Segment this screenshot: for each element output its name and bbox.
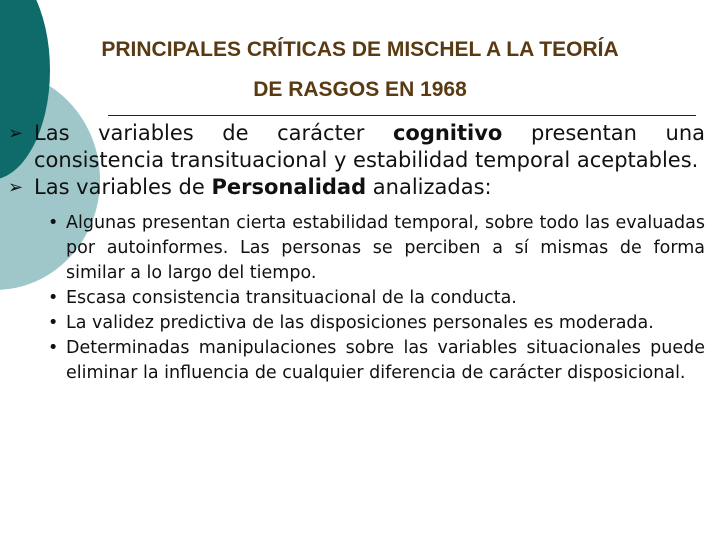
slide-body [8,120,705,386]
bullet-item: ➢ Las variables de Personalidad analizadas: [8,175,492,199]
arrow-bullet-icon: ➢ [8,123,24,144]
bullet-item: ➢ Las variables de carácter cognitivo presentan una consistencia transituacional y estabilidad temporal aceptables. [8,121,706,172]
sub-bullet-item: • Escasa consistencia transituacional de la conducta. [8,286,705,311]
sub-bullet-item: • Algunas presentan cierta estabilidad temporal, sobre todo las evaluadas por autoinformes. Las personas se perciben a sí mismas de forma similar a lo largo del tiempo. [48,213,705,283]
dot-bullet-icon: • [48,313,59,333]
dot-bullet-icon: • [48,338,59,358]
slide-title [0,30,720,110]
arrow-bullet-icon: ➢ [8,177,24,198]
title-line-1: PRINCIPALES CRÍTICAS DE MISCHEL A LA TEORÍA [101,38,619,61]
title-underline [108,115,696,116]
sub-bullet-list [8,211,705,386]
title-line-2: DE RASGOS EN 1968 [253,78,467,101]
dot-bullet-icon: • [48,288,59,308]
dot-bullet-icon: • [48,213,59,233]
sub-bullet-item: • La validez predictiva de las disposiciones personales es moderada. [8,311,705,336]
sub-bullet-item: • Determinadas manipulaciones sobre las variables situacionales puede eliminar la influencia de cualquier diferencia de carácter disposicional. [48,338,705,383]
